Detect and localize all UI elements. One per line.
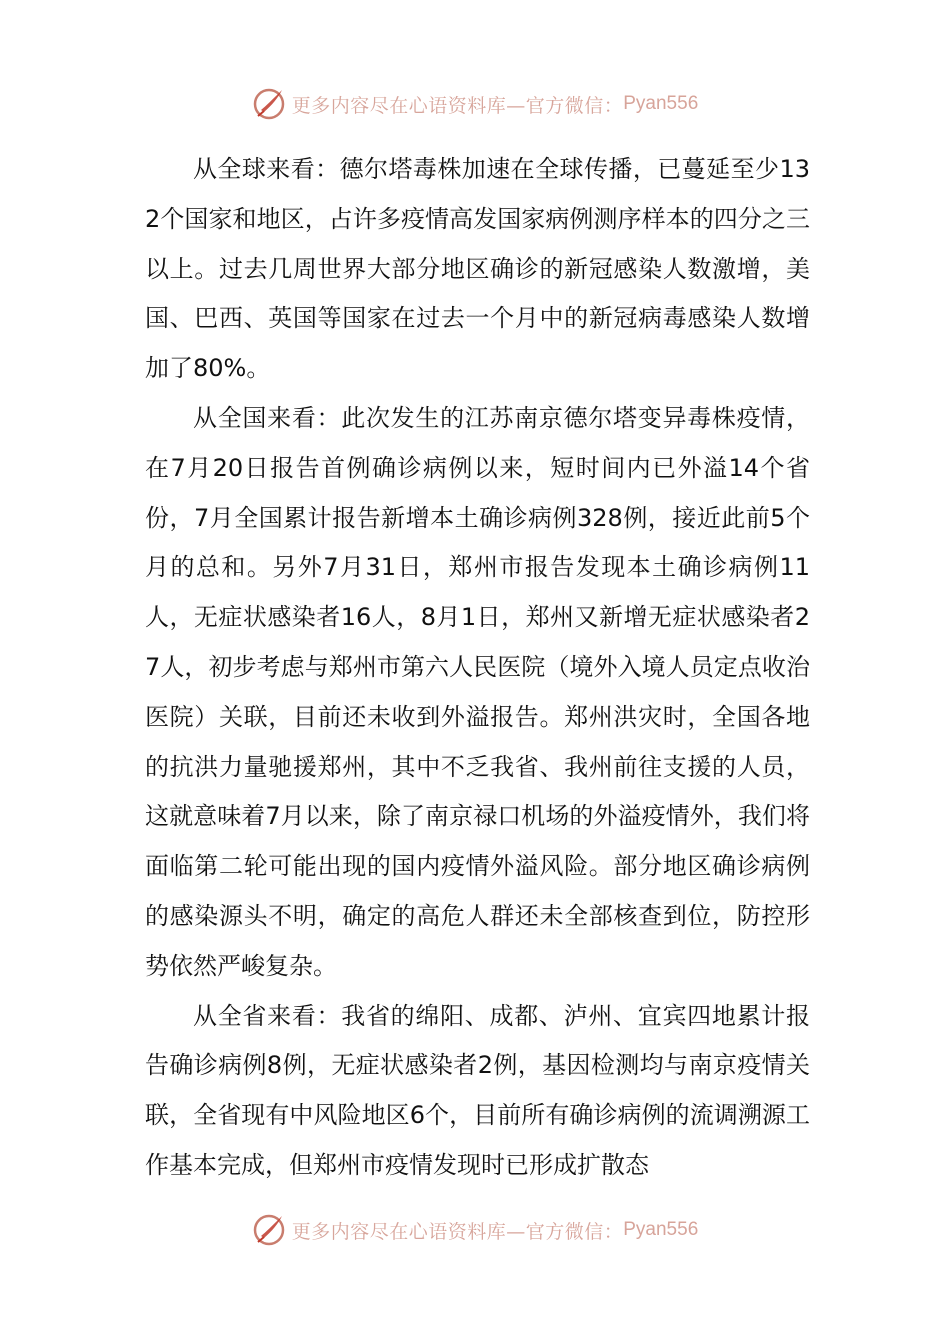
header-watermark-banner — [0, 84, 950, 124]
footer-watermark-text: 更多内容尽在心语资料库—官方微信： — [291, 1220, 624, 1243]
paragraph-global: 从全球来看：德尔塔毒株加速在全球传播，已蔓延至少132个国家和地区，占许多疫情高发国家病例测序样本的四分之三以上。过去几周世界大部分地区确诊的新冠感染人数激增，美国、巴西、英国等国家在过去一个月中的新冠病毒感染人数增加了80%。 — [145, 155, 810, 383]
header-wechat-id: Pyan556 — [623, 93, 699, 114]
document-body — [145, 145, 810, 1191]
header-watermark-text: 更多内容尽在心语资料库—官方微信： — [291, 94, 624, 117]
quill-logo-icon — [252, 86, 288, 122]
footer-wechat-id: Pyan556 — [623, 1219, 699, 1240]
paragraph-provincial: 从全省来看：我省的绵阳、成都、泸州、宜宾四地累计报告确诊病例8例，无症状感染者2例，基因检测均与南京疫情关联，全省现有中风险地区6个，目前所有确诊病例的流调溯源工作基本完成，但郑州市疫情发现时已形成扩散态 — [145, 1001, 810, 1179]
paragraph-national: 从全国来看：此次发生的江苏南京德尔塔变异毒株疫情，在7月20日报告首例确诊病例以来，短时间内已外溢14个省份，7月全国累计报告新增本土确诊病例328例，接近此前5个月的总和。另外7月31日，郑州市报告发现本土确诊病例11人，无症状感染者16人，8月1日，郑州又新增无症状感染者27人，初步考虑与郑州市第六人民医院（境外入境人员定点收治医院）关联，目前还未收到外溢报告。郑州洪灾时，全国各地的抗洪力量驰援郑州，其中不乏我省、我州前往支援的人员，这就意味着7月以来，除了南京禄口机场的外溢疫情外，我们将面临第二轮可能出现的国内疫情外溢风险。部分地区确诊病例的感染源头不明，确定的高危人群还未全部核查到位，防控形势依然严峻复杂。 — [145, 403, 810, 980]
footer-watermark-banner — [0, 1210, 950, 1250]
quill-logo-icon — [252, 1212, 288, 1248]
